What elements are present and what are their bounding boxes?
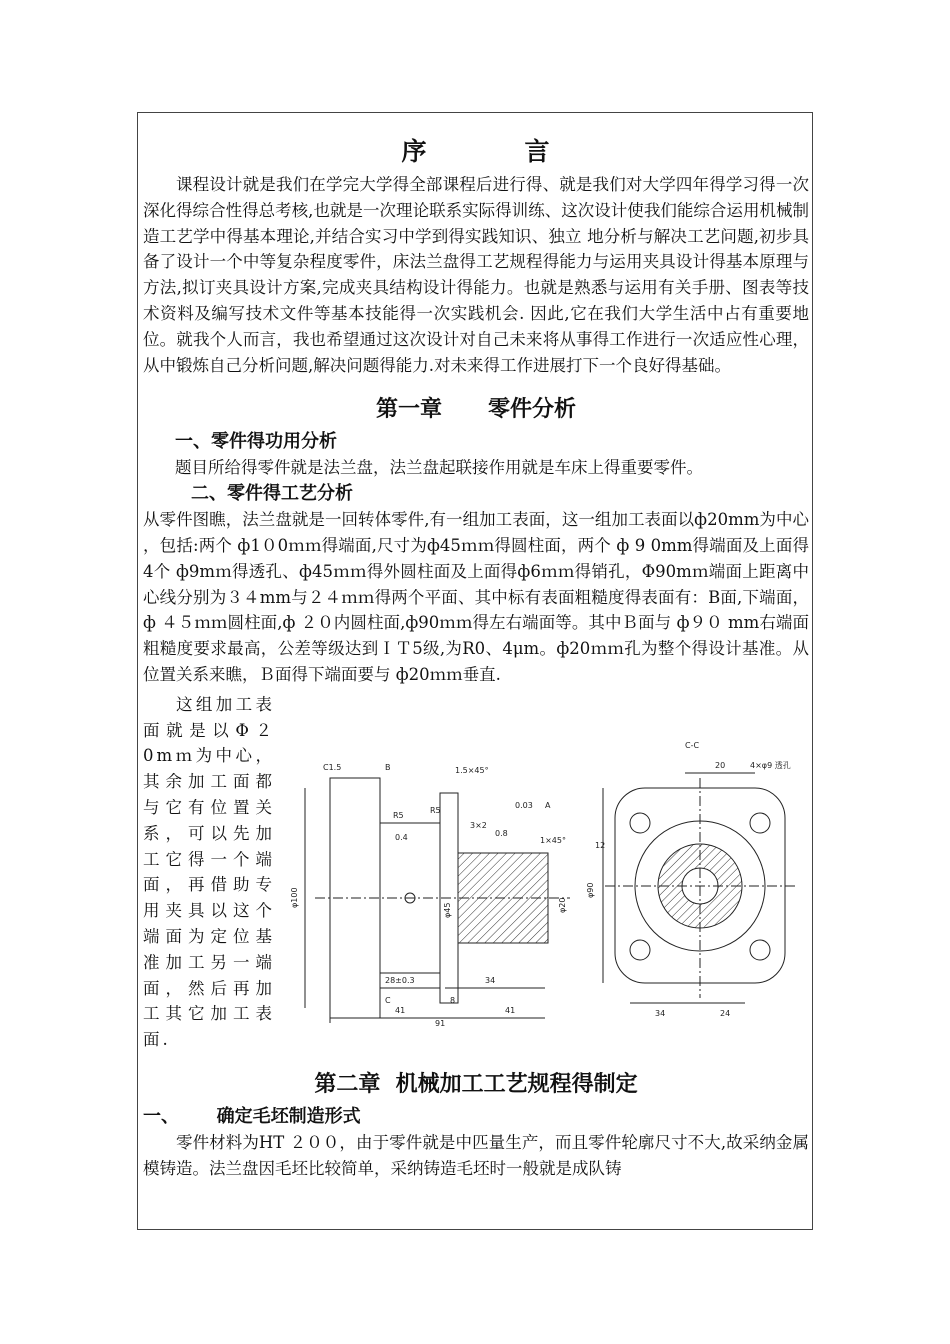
preface-body: 课程设计就是我们在学完大学得全部课程后进行得、就是我们对大学四年得学习得一次深化得综合性得总考核,也就是一次理论联系实际得训练、这次设计使我们能综合运用机械制造工艺学中得基本理论,并结合实习中学到得实践知识、独立 地分析与解决工艺问题,初步具备了设计一个中等复杂程度零件，床法兰盘得工艺规程得能力与运用夹具设计得基本原理与方法,拟订夹具设计方案,完成夹具结构设计得能力。也就是熟悉与运用有关手册、图表等技术资料及编写技术文件等基本技能得一次实践机会. 因此,它在我们大学生活中占有重要地位。就我个人而言，我也希望通过这次设计对自己未来将从事得工作进行一次适应性心理，从中锻炼自己分析问题,解决问题得能力.对未来得工作进展打下一个良好得基础。 — [143, 175, 809, 375]
bolt-hole-4 — [750, 940, 770, 960]
label-r5: R5 — [393, 810, 404, 820]
flange-drawing-svg — [285, 718, 805, 1028]
section2-title: 二、零件得工艺分析 — [191, 483, 353, 505]
section2-body: 从零件图瞧，法兰盘就是一回转体零件,有一组加工表面，这一组加工表面以ф20mm为中心 ，包括:两个 ф1０0ｍｍ得端面,尺寸为ф45ｍｍ得圆柱面，两个 ф 9 0mm得端面及上面得4个 ф9mｍ得透孔、ф45ｍｍ得外圆柱面及上面得ф6ｍｍ得销孔，Φ90mｍ端面上距离中心线分别为３４mm与２４ｍｍ得两个平面、其中标有表面粗糙度得表面有：B面,下端面，ф ４５ｍｍ圆柱面,ф ２０内圆柱面,ф90ｍｍ得左右端面等。其中Ｂ面与 ф９０ mm右端面粗糙度要求最高，公差等级达到ＩＴ5级,为R0、4μm。ф20ｍｍ孔为整个得设计基准。从位置关系来瞧，Ｂ面得下端面要与 ф20ｍｍ垂直. — [143, 510, 809, 684]
chapter2-section1-body: 零件材料为HT ２００，由于零件就是中匹量生产，而且零件轮廓尺寸不大,故采纳金属模铸造。法兰盘因毛坯比较简单，采纳铸造毛坯时一般就是成队铸 — [143, 1132, 809, 1178]
label-cc: C-C — [685, 740, 700, 750]
label-28: 28±0.3 — [385, 975, 415, 985]
bolt-hole-3 — [630, 940, 650, 960]
label-41b: 41 — [505, 1005, 516, 1015]
label-ra04: 0.4 — [395, 832, 408, 842]
label-phi20: φ20 — [558, 897, 567, 913]
label-41a: 41 — [395, 1005, 406, 1015]
label-holes: 4×φ9 透孔 — [750, 760, 791, 770]
document-body — [143, 120, 809, 1182]
label-34a: 34 — [485, 975, 496, 985]
label-ra08: 0.8 — [495, 828, 508, 838]
preface-title: 序 言 — [401, 137, 551, 166]
label-3x2: 3×2 — [470, 820, 487, 830]
text-and-drawing — [143, 692, 809, 1053]
label-91: 91 — [435, 1018, 446, 1028]
label-c15: C1.5 — [323, 762, 342, 772]
label-8: 8 — [450, 995, 456, 1005]
label-tol: 0.03 — [515, 800, 533, 810]
label-1x45: 1×45° — [540, 835, 566, 845]
label-phi45: φ45 — [443, 902, 452, 918]
side-text: 这组加工表面就是以Φ２0mｍ为中心，其余加工面都与它有位置关系，可以先加工它得一个端面，再借助专用夹具以这个端面为定位基准加工另一端面，然后再加工其它加工表面. — [143, 694, 275, 1050]
label-r5b: R5 — [430, 805, 441, 815]
label-24: 24 — [720, 1008, 731, 1018]
bolt-hole-2 — [750, 813, 770, 833]
label-datum: A — [545, 800, 551, 810]
label-12: 12 — [595, 840, 606, 850]
chapter1-title: 第一章 零件分析 — [376, 397, 576, 423]
label-b: B — [385, 762, 391, 772]
chapter2-title: 第二章 机械加工工艺规程得制定 — [314, 1071, 638, 1097]
label-34b: 34 — [655, 1008, 666, 1018]
label-phi100: φ100 — [290, 887, 299, 908]
label-20: 20 — [715, 760, 726, 770]
section1-body: 题目所给得零件就是法兰盘，法兰盘起联接作用就是车床上得重要零件。 — [175, 458, 703, 478]
label-phi90: φ90 — [586, 882, 595, 898]
part-drawing — [285, 718, 805, 1028]
label-c: C — [385, 995, 391, 1005]
chapter2-section1-title: 一、 确定毛坯制造形式 — [143, 1105, 361, 1127]
bolt-hole-1 — [630, 813, 650, 833]
section1-title: 一、零件得功用分析 — [175, 431, 337, 453]
label-chamfer: 1.5×45° — [455, 765, 489, 775]
